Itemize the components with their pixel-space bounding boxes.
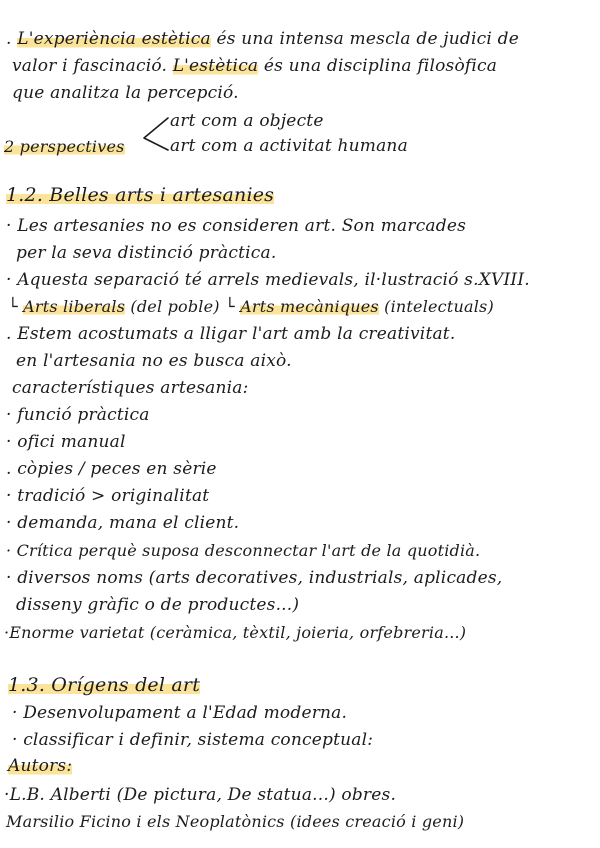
intro-line-1-rest: és una intensa mescla de judici de [210,29,519,49]
s1-line-4: . Estem acostumats a lligar l'art amb la creativitat. [6,324,456,344]
arts-line-middle: (del poble) └ [125,297,241,316]
s1-line-2: per la seva distinció pràctica. [16,243,277,263]
section-heading-1-3 [8,674,200,696]
section-heading-1-2-text: 1.2. Belles arts i artesanies [6,184,275,206]
perspective-object: art com a objecte [170,111,324,131]
intro-line-2-prefix: valor i fascinació. [12,56,173,76]
feature-item: . còpies / peces en sèrie [6,459,217,479]
authors-label-text: Autors: [8,756,73,776]
s1-line-8: · diversos noms (arts decoratives, industrials, aplicades, [6,568,503,588]
s1-line-9: disseny gràfic o de productes...) [16,595,300,615]
intro-line-1-prefix: . [6,29,18,49]
s1-line-6: característiques artesania: [12,378,249,398]
arts-line-prefix: └ [8,297,24,316]
feature-item: · ofici manual [6,432,126,452]
perspectives-label-text: 2 perspectives [4,137,125,156]
s2-line-1: · Desenvolupament a l'Edad moderna. [12,703,348,723]
bracket-arrow-icon [138,112,172,154]
feature-item: · funció pràctica [6,405,150,425]
s1-line-7: · Crítica perquè suposa desconnectar l'art de la quotidià. [6,541,481,560]
intro-line-3: que analitza la percepció. [12,83,239,103]
arts-line-suffix: (intelectuals) [378,297,494,316]
intro-line-2-rest: és una disciplina filosòfica [258,56,498,76]
perspectives-label [4,136,125,158]
arts-line [8,296,494,318]
section-heading-1-2 [6,184,274,206]
s1-line-1: · Les artesanies no es consideren art. Son marcades [6,216,467,236]
section-heading-1-3-text: 1.3. Orígens del art [8,674,201,696]
feature-item: · demanda, mana el client. [6,513,240,533]
s1-line-3: · Aquesta separació té arrels medievals, il·lustració s.XVIII. [6,270,530,290]
highlight-aesthetics: L'estètica [172,56,259,76]
author-line: Marsilio Ficino i els Neoplatònics (idees creació i geni) [6,812,465,831]
s1-line-10: ·Enorme varietat (ceràmica, tèxtil, joieria, orfebreria...) [4,623,467,642]
authors-label [8,755,72,777]
intro-line-1 [6,28,519,50]
highlight-mechanical-arts: Arts mecàniques [240,297,379,316]
s2-line-2: · classificar i definir, sistema conceptual: [12,730,374,750]
highlight-aesthetic-experience: L'experiència estètica [17,29,211,49]
perspective-activity: art com a activitat humana [170,136,408,156]
s1-line-5: en l'artesania no es busca això. [16,351,292,371]
feature-item: · tradició > originalitat [6,486,210,506]
highlight-liberal-arts: Arts liberals [23,297,126,316]
intro-line-2 [12,55,497,77]
author-line: ·L.B. Alberti (De pictura, De statua...) obres. [4,785,397,805]
